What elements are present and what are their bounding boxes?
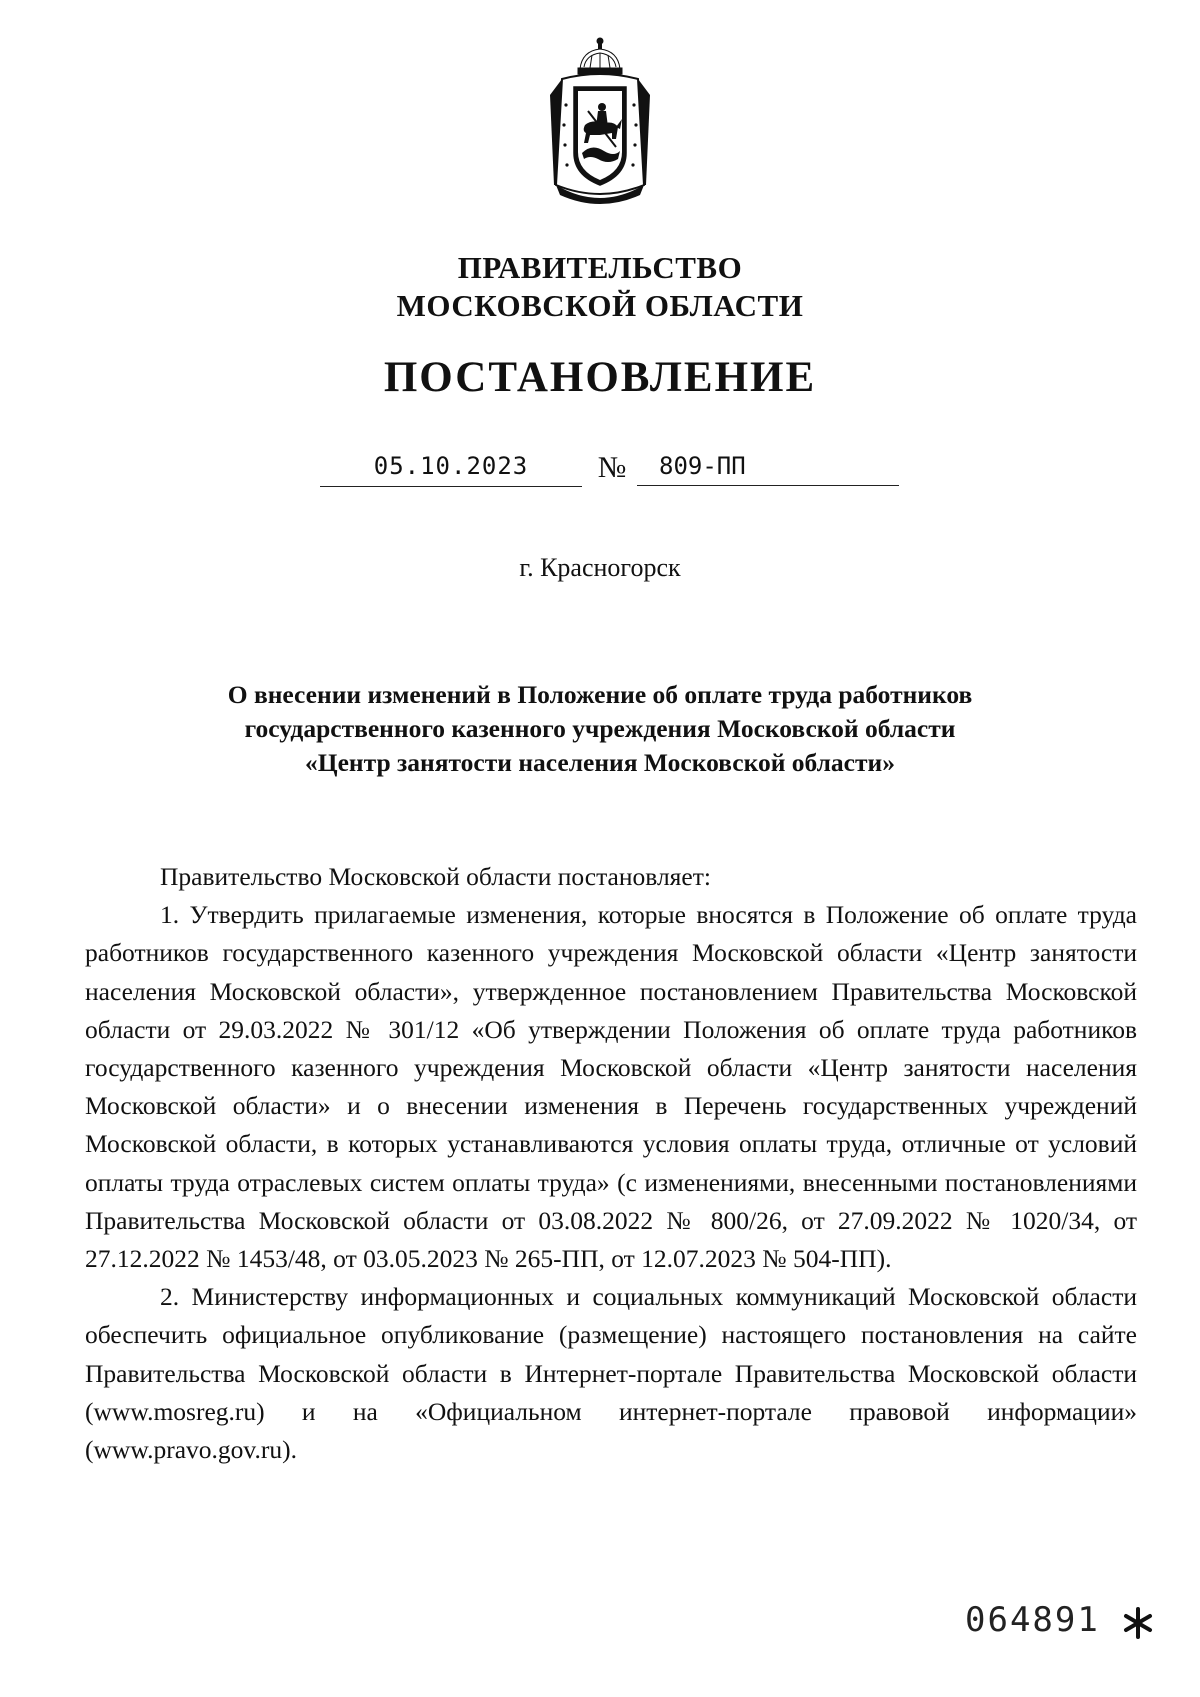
document-type-title: ПОСТАНОВЛЕНИЕ xyxy=(383,354,817,401)
number-sign: № xyxy=(597,451,627,484)
subject-line2: государственного казенного учреждения Московской области xyxy=(244,714,956,743)
preamble-paragraph: Правительство Московской области постановляет: xyxy=(160,862,711,891)
subject-line1: О внесении изменений в Положение об оплате труда работников xyxy=(227,680,973,709)
document-number: 809-ПП xyxy=(637,446,899,486)
serial-number: 064891 xyxy=(965,1600,1100,1640)
org-name-line1: ПРАВИТЕЛЬСТВО xyxy=(457,250,743,285)
org-name-line2: МОСКОВСКОЙ ОБЛАСТИ xyxy=(396,288,804,323)
city-line: г. Красногорск xyxy=(519,553,681,582)
subject-line3: «Центр занятости населения Московской области» xyxy=(305,748,895,777)
coat-of-arms-icon xyxy=(540,35,660,210)
document-body xyxy=(85,858,1137,1469)
item-1-paragraph: 1. Утвердить прилагаемые изменения, которые вносятся в Положение об оплате труда работников государственного казенного учреждения Московской области «Центр занятости населения Московской области», утвержденное постановлением Правительства Московской области от 29.03.2022 № 301/12 «Об утверждении Положения об оплате труда работников государственного казенного учреждения Московской области «Центр занятости населения Московской области» и о внесении изменения в Перечень государственных учреждений Московской области, в которых устанавливаются условия оплаты труда, отличные от условий оплаты труда отраслевых систем оплаты труда» (с изменениями, внесенными постановлениями Правительства Московской области от 03.08.2022 № 800/26, от 27.09.2022 № 1020/34, от 27.12.2022 № 1453/48, от 03.05.2023 № 265-ПП, от 12.07.2023 № 504-ПП). xyxy=(85,900,1137,1274)
item-2-paragraph: 2. Министерству информационных и социальных коммуникаций Московской области обеспечить официальное опубликование (размещение) настоящего постановления на сайте Правительства Московской области в Интернет-портале Правительства Московской области (www.mosreg.ru) и на «Официальном интернет-портале правовой информации» (www.pravo.gov.ru). xyxy=(85,1282,1137,1465)
document-date: 05.10.2023 xyxy=(320,446,582,487)
asterisk-icon xyxy=(1121,1606,1155,1640)
